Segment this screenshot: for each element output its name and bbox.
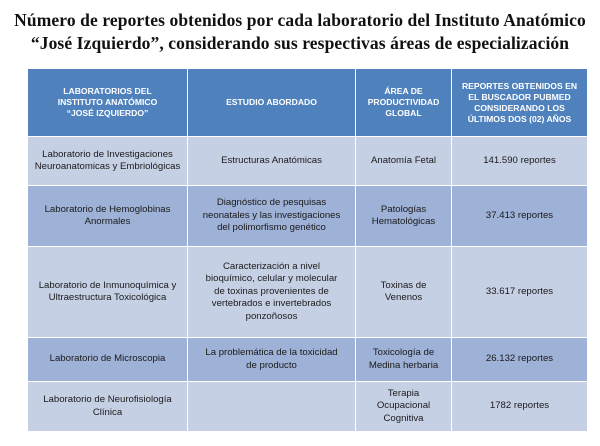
cell-lab: Laboratorio de Microscopia bbox=[28, 338, 188, 382]
cell-lab: Laboratorio de Inmunoquímica y Ultraestructura Toxicológica bbox=[28, 247, 188, 338]
cell-lab: Laboratorio de Hemoglobinas Anormales bbox=[28, 186, 188, 247]
table-row bbox=[28, 137, 588, 186]
cell-reports: 37.413 reportes bbox=[452, 186, 588, 247]
cell-reports: 26.132 reportes bbox=[452, 338, 588, 382]
table-row bbox=[28, 247, 588, 338]
cell-lab: Laboratorio de Neurofisiología Clínica bbox=[28, 382, 188, 432]
cell-area: Toxicología de Medina herbaria bbox=[356, 338, 452, 382]
cell-reports: 141.590 reportes bbox=[452, 137, 588, 186]
title-line-2: “José Izquierdo”, considerando sus respectivas áreas de especialización bbox=[30, 33, 570, 53]
cell-area: Toxinas de Venenos bbox=[356, 247, 452, 338]
table-row bbox=[28, 338, 588, 382]
cell-area: Anatomía Fetal bbox=[356, 137, 452, 186]
header-reportes: REPORTES OBTENIDOS EN EL BUSCADOR PUBMED CONSIDERANDO LOS ÚLTIMOS DOS (02) AÑOS bbox=[452, 69, 588, 137]
table-header-row bbox=[28, 69, 588, 137]
cell-area: Patologías Hematológicas bbox=[356, 186, 452, 247]
table-row bbox=[28, 382, 588, 432]
header-laboratorios: LABORATORIOS DEL INSTITUTO ANATÓMICO “JOSÉ IZQUIERDO” bbox=[28, 69, 188, 137]
cell-study: Diagnóstico de pesquisas neonatales y las investigaciones del polimorfismo genético bbox=[188, 186, 356, 247]
page-title bbox=[0, 9, 600, 55]
table-row bbox=[28, 186, 588, 247]
title-line-1: Número de reportes obtenidos por cada laboratorio del Instituto Anatómico bbox=[14, 10, 586, 30]
cell-study: Caracterización a nivel bioquímico, celular y molecular de toxinas provenientes de vertebrados e invertebrados ponzoñosos bbox=[188, 247, 356, 338]
header-area: ÁREA DE PRODUCTIVIDAD GLOBAL bbox=[356, 69, 452, 137]
reports-table bbox=[27, 68, 588, 432]
cell-reports: 1782 reportes bbox=[452, 382, 588, 432]
cell-study bbox=[188, 382, 356, 432]
cell-lab: Laboratorio de Investigaciones Neuroanatomicas y Embriológicas bbox=[28, 137, 188, 186]
cell-study: Estructuras Anatómicas bbox=[188, 137, 356, 186]
cell-study: La problemática de la toxicidad de producto bbox=[188, 338, 356, 382]
cell-area: Terapia Ocupacional Cognitiva bbox=[356, 382, 452, 432]
header-estudio: ESTUDIO ABORDADO bbox=[188, 69, 356, 137]
cell-reports: 33.617 reportes bbox=[452, 247, 588, 338]
